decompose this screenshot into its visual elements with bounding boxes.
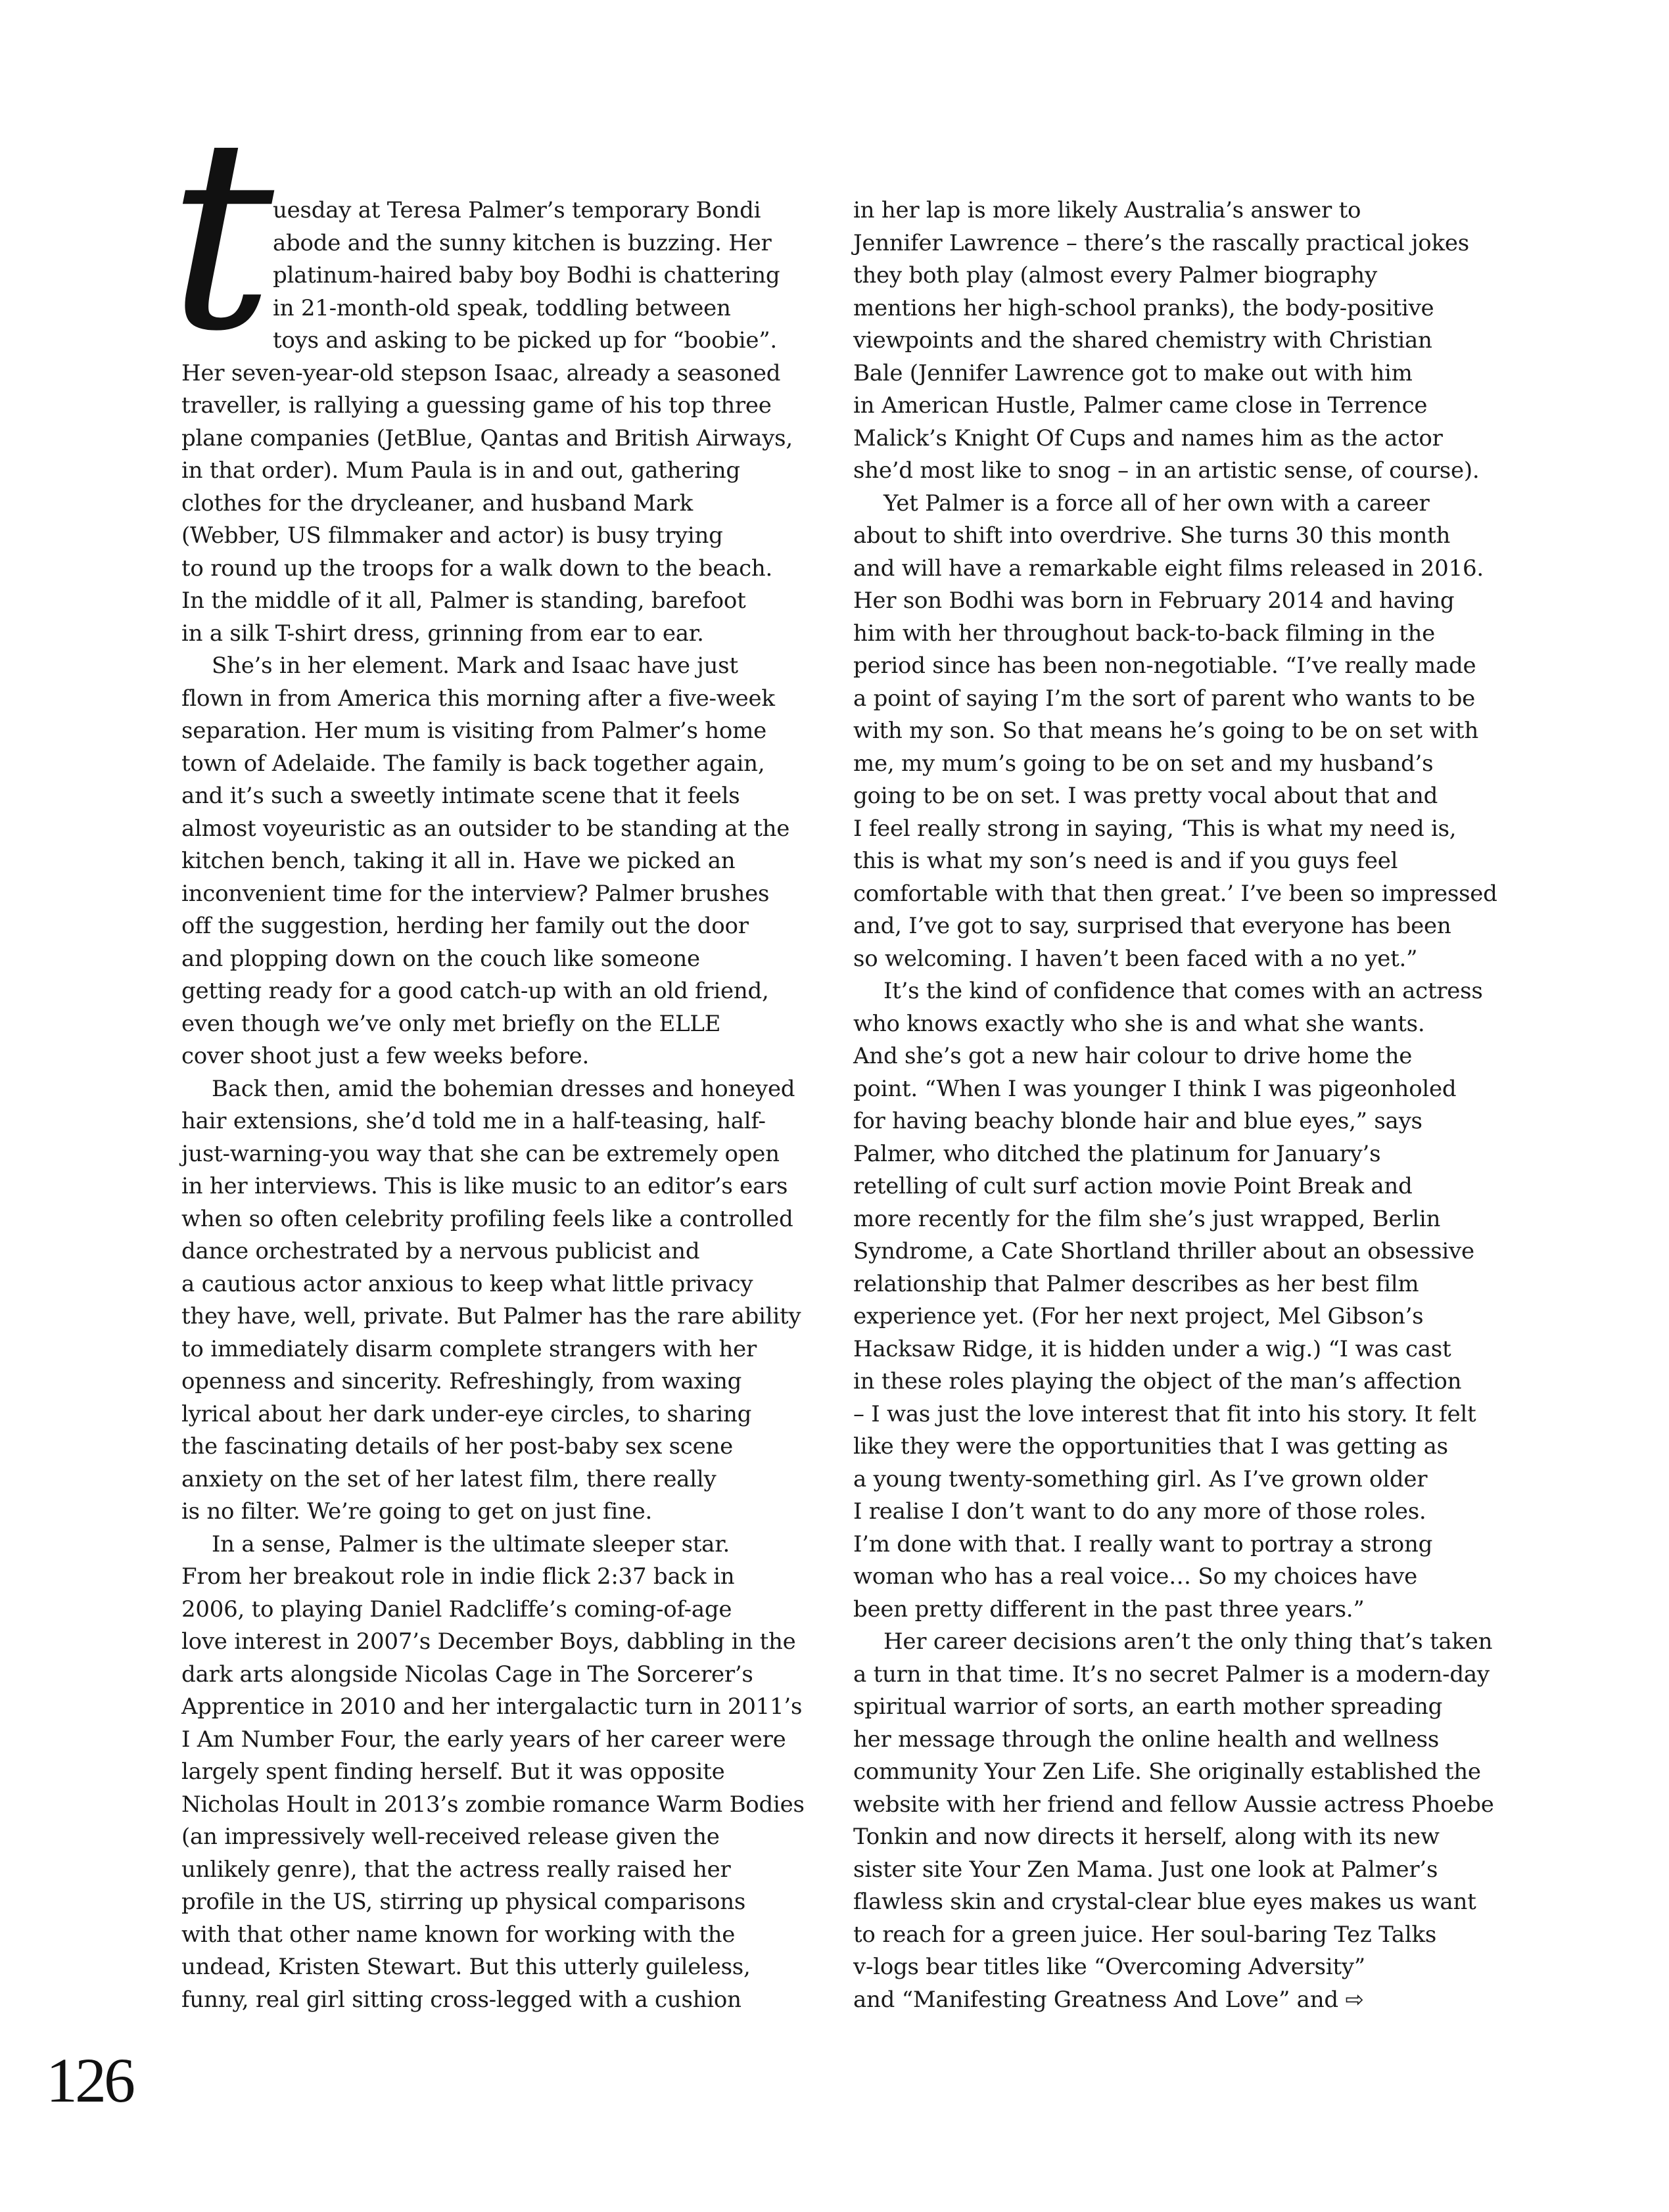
text-line: She’s in her element. Mark and Isaac have just bbox=[212, 653, 738, 679]
text-line: I feel really strong in saying, ‘This is what my need is, bbox=[853, 815, 1457, 842]
text-line: website with her friend and fellow Aussie actress Phoebe bbox=[853, 1791, 1494, 1818]
text-line: Syndrome, a Cate Shortland thriller about an obsessive bbox=[853, 1238, 1474, 1264]
text-line: for having beachy blonde hair and blue eyes,” says bbox=[853, 1108, 1422, 1134]
text-line: in that order). Mum Paula is in and out, gathering bbox=[181, 457, 740, 484]
text-line: a young twenty-something girl. As I’ve grown older bbox=[853, 1465, 1428, 1492]
text-line: traveller, is rallying a guessing game of his top three bbox=[181, 392, 772, 419]
text-line: Jennifer Lawrence – there’s the rascally practical jokes bbox=[853, 229, 1469, 256]
text-line: platinum-haired baby boy Bodhi is chattering bbox=[273, 262, 780, 288]
text-line: In a sense, Palmer is the ultimate sleeper star. bbox=[212, 1531, 730, 1557]
text-line: woman who has a real voice… So my choices have bbox=[853, 1563, 1417, 1590]
text-line: abode and the sunny kitchen is buzzing. Her bbox=[273, 229, 772, 256]
text-line: flawless skin and crystal-clear blue eyes makes us want bbox=[853, 1889, 1476, 1915]
text-line: to reach for a green juice. Her soul-baring Tez Talks bbox=[853, 1921, 1437, 1948]
text-line: (Webber, US filmmaker and actor) is busy trying bbox=[181, 522, 723, 549]
text-line: flown in from America this morning after a five-week bbox=[181, 685, 775, 712]
text-line: 2006, to playing Daniel Radcliffe’s coming-of-age bbox=[181, 1596, 732, 1623]
text-line: and, I’ve got to say, surprised that everyone has been bbox=[853, 913, 1451, 939]
text-line: I’m done with that. I really want to portray a strong bbox=[853, 1531, 1433, 1557]
text-line: Her seven-year-old stepson Isaac, already a seasoned bbox=[181, 359, 781, 386]
text-line: a point of saying I’m the sort of parent who wants to be bbox=[853, 685, 1476, 712]
text-line: Apprentice in 2010 and her intergalactic turn in 2011’s bbox=[181, 1694, 803, 1720]
text-line: Yet Palmer is a force all of her own with a career bbox=[883, 490, 1430, 517]
text-line: Hacksaw Ridge, it is hidden under a wig.) “I was cast bbox=[853, 1335, 1451, 1362]
text-line: almost voyeuristic as an outsider to be standing at the bbox=[181, 815, 790, 842]
text-line: retelling of cult surf action movie Point Break and bbox=[853, 1173, 1413, 1199]
text-line: she’d most like to snog – in an artistic sense, of course). bbox=[853, 457, 1480, 484]
text-line: in 21-month-old speak, toddling between bbox=[273, 294, 731, 321]
text-line: anxiety on the set of her latest film, there really bbox=[181, 1465, 717, 1492]
text-line: dark arts alongside Nicolas Cage in The Sorcerer’s bbox=[181, 1661, 753, 1688]
text-line: From her breakout role in indie flick 2:37 back in bbox=[181, 1563, 735, 1590]
text-line: In the middle of it all, Palmer is standing, barefoot bbox=[181, 588, 746, 614]
text-line: a turn in that time. It’s no secret Palmer is a modern-day bbox=[853, 1661, 1490, 1688]
text-line: dance orchestrated by a nervous publicist and bbox=[181, 1238, 700, 1264]
text-line: her message through the online health and wellness bbox=[853, 1726, 1440, 1753]
text-line: going to be on set. I was pretty vocal about that and bbox=[853, 783, 1438, 809]
text-line: community Your Zen Life. She originally established the bbox=[853, 1759, 1481, 1785]
text-line: and “Manifesting Greatness And Love” and ⇨ bbox=[853, 1986, 1364, 2013]
text-line: spiritual warrior of sorts, an earth mother spreading bbox=[853, 1694, 1443, 1720]
text-line: getting ready for a good catch-up with an old friend, bbox=[181, 978, 769, 1004]
text-line: me, my mum’s going to be on set and my husband’s bbox=[853, 750, 1434, 777]
text-line: who knows exactly who she is and what she wants. bbox=[853, 1010, 1425, 1037]
text-line: in these roles playing the object of the man’s affection bbox=[853, 1368, 1462, 1394]
text-line: undead, Kristen Stewart. But this utterly guileless, bbox=[181, 1954, 751, 1980]
text-line: in her lap is more likely Australia’s answer to bbox=[853, 197, 1361, 223]
text-line: more recently for the film she’s just wrapped, Berlin bbox=[853, 1205, 1441, 1232]
text-line: with my son. So that means he’s going to be on set with bbox=[853, 718, 1478, 744]
text-line: – I was just the love interest that fit into his story. It felt bbox=[853, 1400, 1476, 1427]
text-line: and it’s such a sweetly intimate scene that it feels bbox=[181, 783, 740, 809]
text-line: It’s the kind of confidence that comes with an actress bbox=[883, 978, 1483, 1004]
text-line: even though we’ve only met briefly on the ELLE bbox=[181, 1010, 721, 1037]
text-line: Tonkin and now directs it herself, along with its new bbox=[853, 1824, 1440, 1850]
text-line: clothes for the drycleaner, and husband Mark bbox=[181, 490, 693, 517]
text-line: cover shoot just a few weeks before. bbox=[181, 1043, 590, 1069]
text-line: hair extensions, she’d told me in a half-teasing, half- bbox=[181, 1108, 766, 1134]
text-line: with that other name known for working with the bbox=[181, 1921, 736, 1948]
text-line: him with her throughout back-to-back filming in the bbox=[853, 620, 1436, 647]
drop-cap-letter: t bbox=[168, 83, 268, 389]
text-line: lyrical about her dark under-eye circles, to sharing bbox=[181, 1400, 752, 1427]
text-line: I Am Number Four, the early years of her career were bbox=[181, 1726, 786, 1753]
text-line: love interest in 2007’s December Boys, dabbling in the bbox=[181, 1628, 796, 1655]
text-line: inconvenient time for the interview? Palmer brushes bbox=[181, 880, 770, 907]
text-line: sister site Your Zen Mama. Just one look at Palmer’s bbox=[853, 1856, 1438, 1883]
text-line: unlikely genre), that the actress really raised her bbox=[181, 1856, 731, 1883]
text-line: just-warning-you way that she can be extremely open bbox=[181, 1140, 780, 1167]
text-line: Back then, amid the bohemian dresses and honeyed bbox=[212, 1075, 795, 1102]
text-line: largely spent finding herself. But it was opposite bbox=[181, 1759, 725, 1785]
text-line: Bale (Jennifer Lawrence got to make out with him bbox=[853, 359, 1413, 386]
text-line: kitchen bench, taking it all in. Have we picked an bbox=[181, 848, 736, 874]
text-line: profile in the US, stirring up physical comparisons bbox=[181, 1889, 746, 1915]
text-line: they both play (almost every Palmer biography bbox=[853, 262, 1377, 288]
text-line: so welcoming. I haven’t been faced with a no yet.” bbox=[853, 945, 1418, 972]
text-line: I realise I don’t want to do any more of those roles. bbox=[853, 1498, 1426, 1525]
text-line: mentions her high-school pranks), the body-positive bbox=[853, 294, 1434, 321]
text-line: and plopping down on the couch like someone bbox=[181, 945, 700, 972]
article-column-left bbox=[181, 195, 839, 2016]
text-line: comfortable with that then great.’ I’ve been so impressed bbox=[853, 880, 1497, 907]
article-column-right bbox=[853, 195, 1511, 2016]
text-line: And she’s got a new hair colour to drive home the bbox=[853, 1043, 1413, 1069]
text-line: off the suggestion, herding her family out the door bbox=[181, 913, 749, 939]
text-line: this is what my son’s need is and if you guys feel bbox=[853, 848, 1398, 874]
text-line: openness and sincerity. Refreshingly, from waxing bbox=[181, 1368, 742, 1394]
text-line: plane companies (JetBlue, Qantas and British Airways, bbox=[181, 425, 793, 451]
text-line: separation. Her mum is visiting from Palmer’s home bbox=[181, 718, 766, 744]
text-line: and will have a remarkable eight films released in 2016. bbox=[853, 555, 1484, 582]
text-line: toys and asking to be picked up for “boobie”. bbox=[273, 327, 777, 354]
text-line: town of Adelaide. The family is back together again, bbox=[181, 750, 765, 777]
text-line: like they were the opportunities that I was getting as bbox=[853, 1433, 1448, 1460]
text-line: the fascinating details of her post-baby sex scene bbox=[181, 1433, 733, 1460]
text-line: viewpoints and the shared chemistry with Christian bbox=[853, 327, 1432, 354]
text-line: period since has been non-negotiable. “I’ve really made bbox=[853, 653, 1476, 679]
text-line: uesday at Teresa Palmer’s temporary Bondi bbox=[273, 197, 761, 223]
text-line: Her career decisions aren’t the only thing that’s taken bbox=[883, 1628, 1493, 1655]
continue-arrow-icon: ⇨ bbox=[1338, 1986, 1364, 2013]
text-line: point. “When I was younger I think I was pigeonholed bbox=[853, 1075, 1457, 1102]
page-number: 126 bbox=[46, 2045, 133, 2115]
text-line: in a silk T-shirt dress, grinning from ear to ear. bbox=[181, 620, 704, 647]
text-line: to round up the troops for a walk down to the beach. bbox=[181, 555, 773, 582]
text-line: Nicholas Hoult in 2013’s zombie romance Warm Bodies bbox=[181, 1791, 805, 1818]
text-line: v-logs bear titles like “Overcoming Adversity” bbox=[853, 1954, 1365, 1980]
text-line: relationship that Palmer describes as her best film bbox=[853, 1270, 1419, 1297]
text-line: Malick’s Knight Of Cups and names him as the actor bbox=[853, 425, 1443, 451]
text-line: in American Hustle, Palmer came close in Terrence bbox=[853, 392, 1428, 419]
text-line: a cautious actor anxious to keep what little privacy bbox=[181, 1270, 753, 1297]
text-line: is no filter. We’re going to get on just fine. bbox=[181, 1498, 653, 1525]
text-line: about to shift into overdrive. She turns 30 this month bbox=[853, 522, 1451, 549]
text-line: in her interviews. This is like music to an editor’s ears bbox=[181, 1173, 788, 1199]
text-line: (an impressively well-received release given the bbox=[181, 1824, 720, 1850]
text-line: funny, real girl sitting cross-legged with a cushion bbox=[181, 1986, 741, 2013]
text-line: experience yet. (For her next project, Mel Gibson’s bbox=[853, 1303, 1424, 1329]
text-line: Palmer, who ditched the platinum for January’s bbox=[853, 1140, 1381, 1167]
text-line: when so often celebrity profiling feels like a controlled bbox=[181, 1205, 793, 1232]
text-line: been pretty different in the past three years.” bbox=[853, 1596, 1365, 1623]
text-line: to immediately disarm complete strangers with her bbox=[181, 1335, 757, 1362]
text-line: they have, well, private. But Palmer has the rare ability bbox=[181, 1303, 801, 1329]
text-line: Her son Bodhi was born in February 2014 and having bbox=[853, 588, 1455, 614]
